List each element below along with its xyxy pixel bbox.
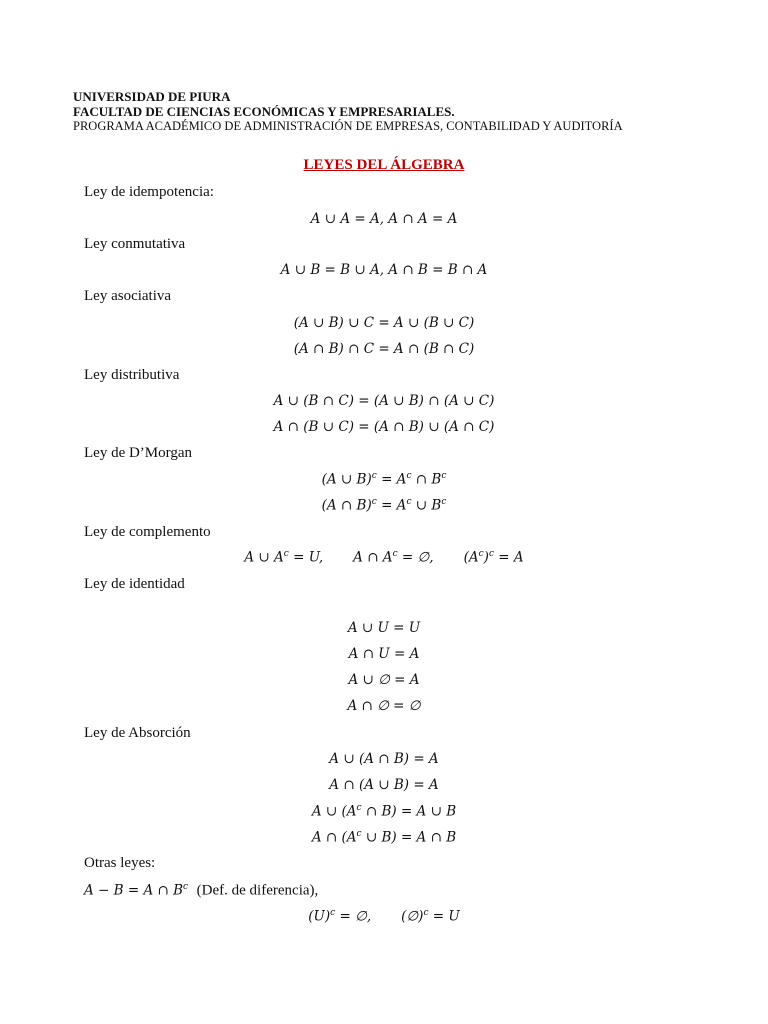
section-asociativa: Ley asociativa — [84, 288, 172, 304]
superscript: c — [392, 549, 398, 559]
superscript: c — [406, 497, 412, 507]
superscript: c — [371, 471, 377, 481]
eq-absorcion-1: A ∪ (A ∩ B) = A — [329, 751, 439, 767]
eq-distributiva-2: A ∩ (B ∪ C) = (A ∩ B) ∪ (A ∩ C) — [273, 419, 495, 435]
section-dmorgan: Ley de D’Morgan — [84, 445, 193, 461]
eq-distributiva-1: A ∪ (B ∩ C) = (A ∪ B) ∩ (A ∪ C) — [273, 393, 495, 409]
eq-asociativa-1: (A ∪ B) ∪ C = A ∪ (B ∪ C) — [293, 315, 475, 331]
eq-identidad-3: A ∪ ∅ = A — [348, 672, 420, 688]
superscript: c — [441, 497, 447, 507]
eq-complemento: A ∪ $A^c = U$, A ∩ $A^c$ = ∅, $(A^c)^c = A$ — [244, 549, 524, 566]
eq-asociativa-2: (A ∩ B) ∩ C = A ∩ (B ∩ C) — [293, 341, 475, 357]
section-conmutativa: Ley conmutativa — [84, 236, 186, 252]
page-title-container — [0, 156, 768, 174]
eq-identidad-1: A ∪ U = U — [347, 620, 421, 636]
university-name: UNIVERSIDAD DE PIURA — [73, 89, 231, 104]
eq-conmutativa: A ∪ B = B ∪ A, A ∩ B = B ∩ A — [280, 262, 488, 278]
eq-idempotencia: A ∪ A = A, A ∩ A = A — [310, 211, 458, 227]
superscript: c — [283, 549, 289, 559]
superscript: c — [356, 829, 362, 839]
diferencia-note: (Def. de diferencia), — [196, 882, 319, 899]
superscript: c — [488, 549, 494, 559]
eq-diferencia: A − B = A ∩ $B^c$ (Def. de diferencia), — [84, 882, 319, 899]
eq-dmorgan-2: (A ∩ $B)^c = A^c$ ∪ $B^c$ — [321, 497, 447, 514]
eq-absorcion-4: A ∩ ($A^c$ ∪ B) = A ∩ B — [311, 829, 457, 846]
superscript: c — [441, 471, 447, 481]
program-name: PROGRAMA ACADÉMICO DE ADMINISTRACIÓN DE EMPRESAS, CONTABILIDAD Y AUDITORÍA — [73, 119, 623, 133]
section-identidad: Ley de identidad — [84, 576, 185, 592]
eq-identidad-2: A ∩ U = A — [348, 646, 420, 662]
section-complemento: Ley de complemento — [84, 524, 211, 540]
superscript: c — [423, 908, 429, 918]
page-title: LEYES DEL ÁLGEBRA — [303, 157, 465, 173]
superscript: c — [478, 549, 484, 559]
superscript: c — [356, 803, 362, 813]
superscript: c — [371, 497, 377, 507]
section-absorcion: Ley de Absorción — [84, 725, 191, 741]
superscript: c — [406, 471, 412, 481]
superscript: c — [330, 908, 336, 918]
eq-absorcion-3: A ∪ ($A^c$ ∩ B) = A ∪ B — [311, 803, 457, 820]
eq-identidad-4: A ∩ ∅ = ∅ — [347, 698, 421, 714]
faculty-name: FACULTAD DE CIENCIAS ECONÓMICAS Y EMPRESARIALES. — [73, 104, 455, 119]
document-header — [73, 89, 623, 134]
eq-dmorgan-1: (A ∪ $B)^c = A^c$ ∩ $B^c$ — [321, 471, 447, 488]
eq-universo-vacio: $(U)^c$ = ∅, (∅)$^c$ = U — [308, 908, 460, 925]
section-idempotencia: Ley de idempotencia: — [84, 184, 214, 200]
section-otras: Otras leyes: — [84, 855, 156, 871]
section-distributiva: Ley distributiva — [84, 367, 180, 383]
eq-absorcion-2: A ∩ (A ∪ B) = A — [329, 777, 439, 793]
superscript: c — [183, 882, 189, 892]
